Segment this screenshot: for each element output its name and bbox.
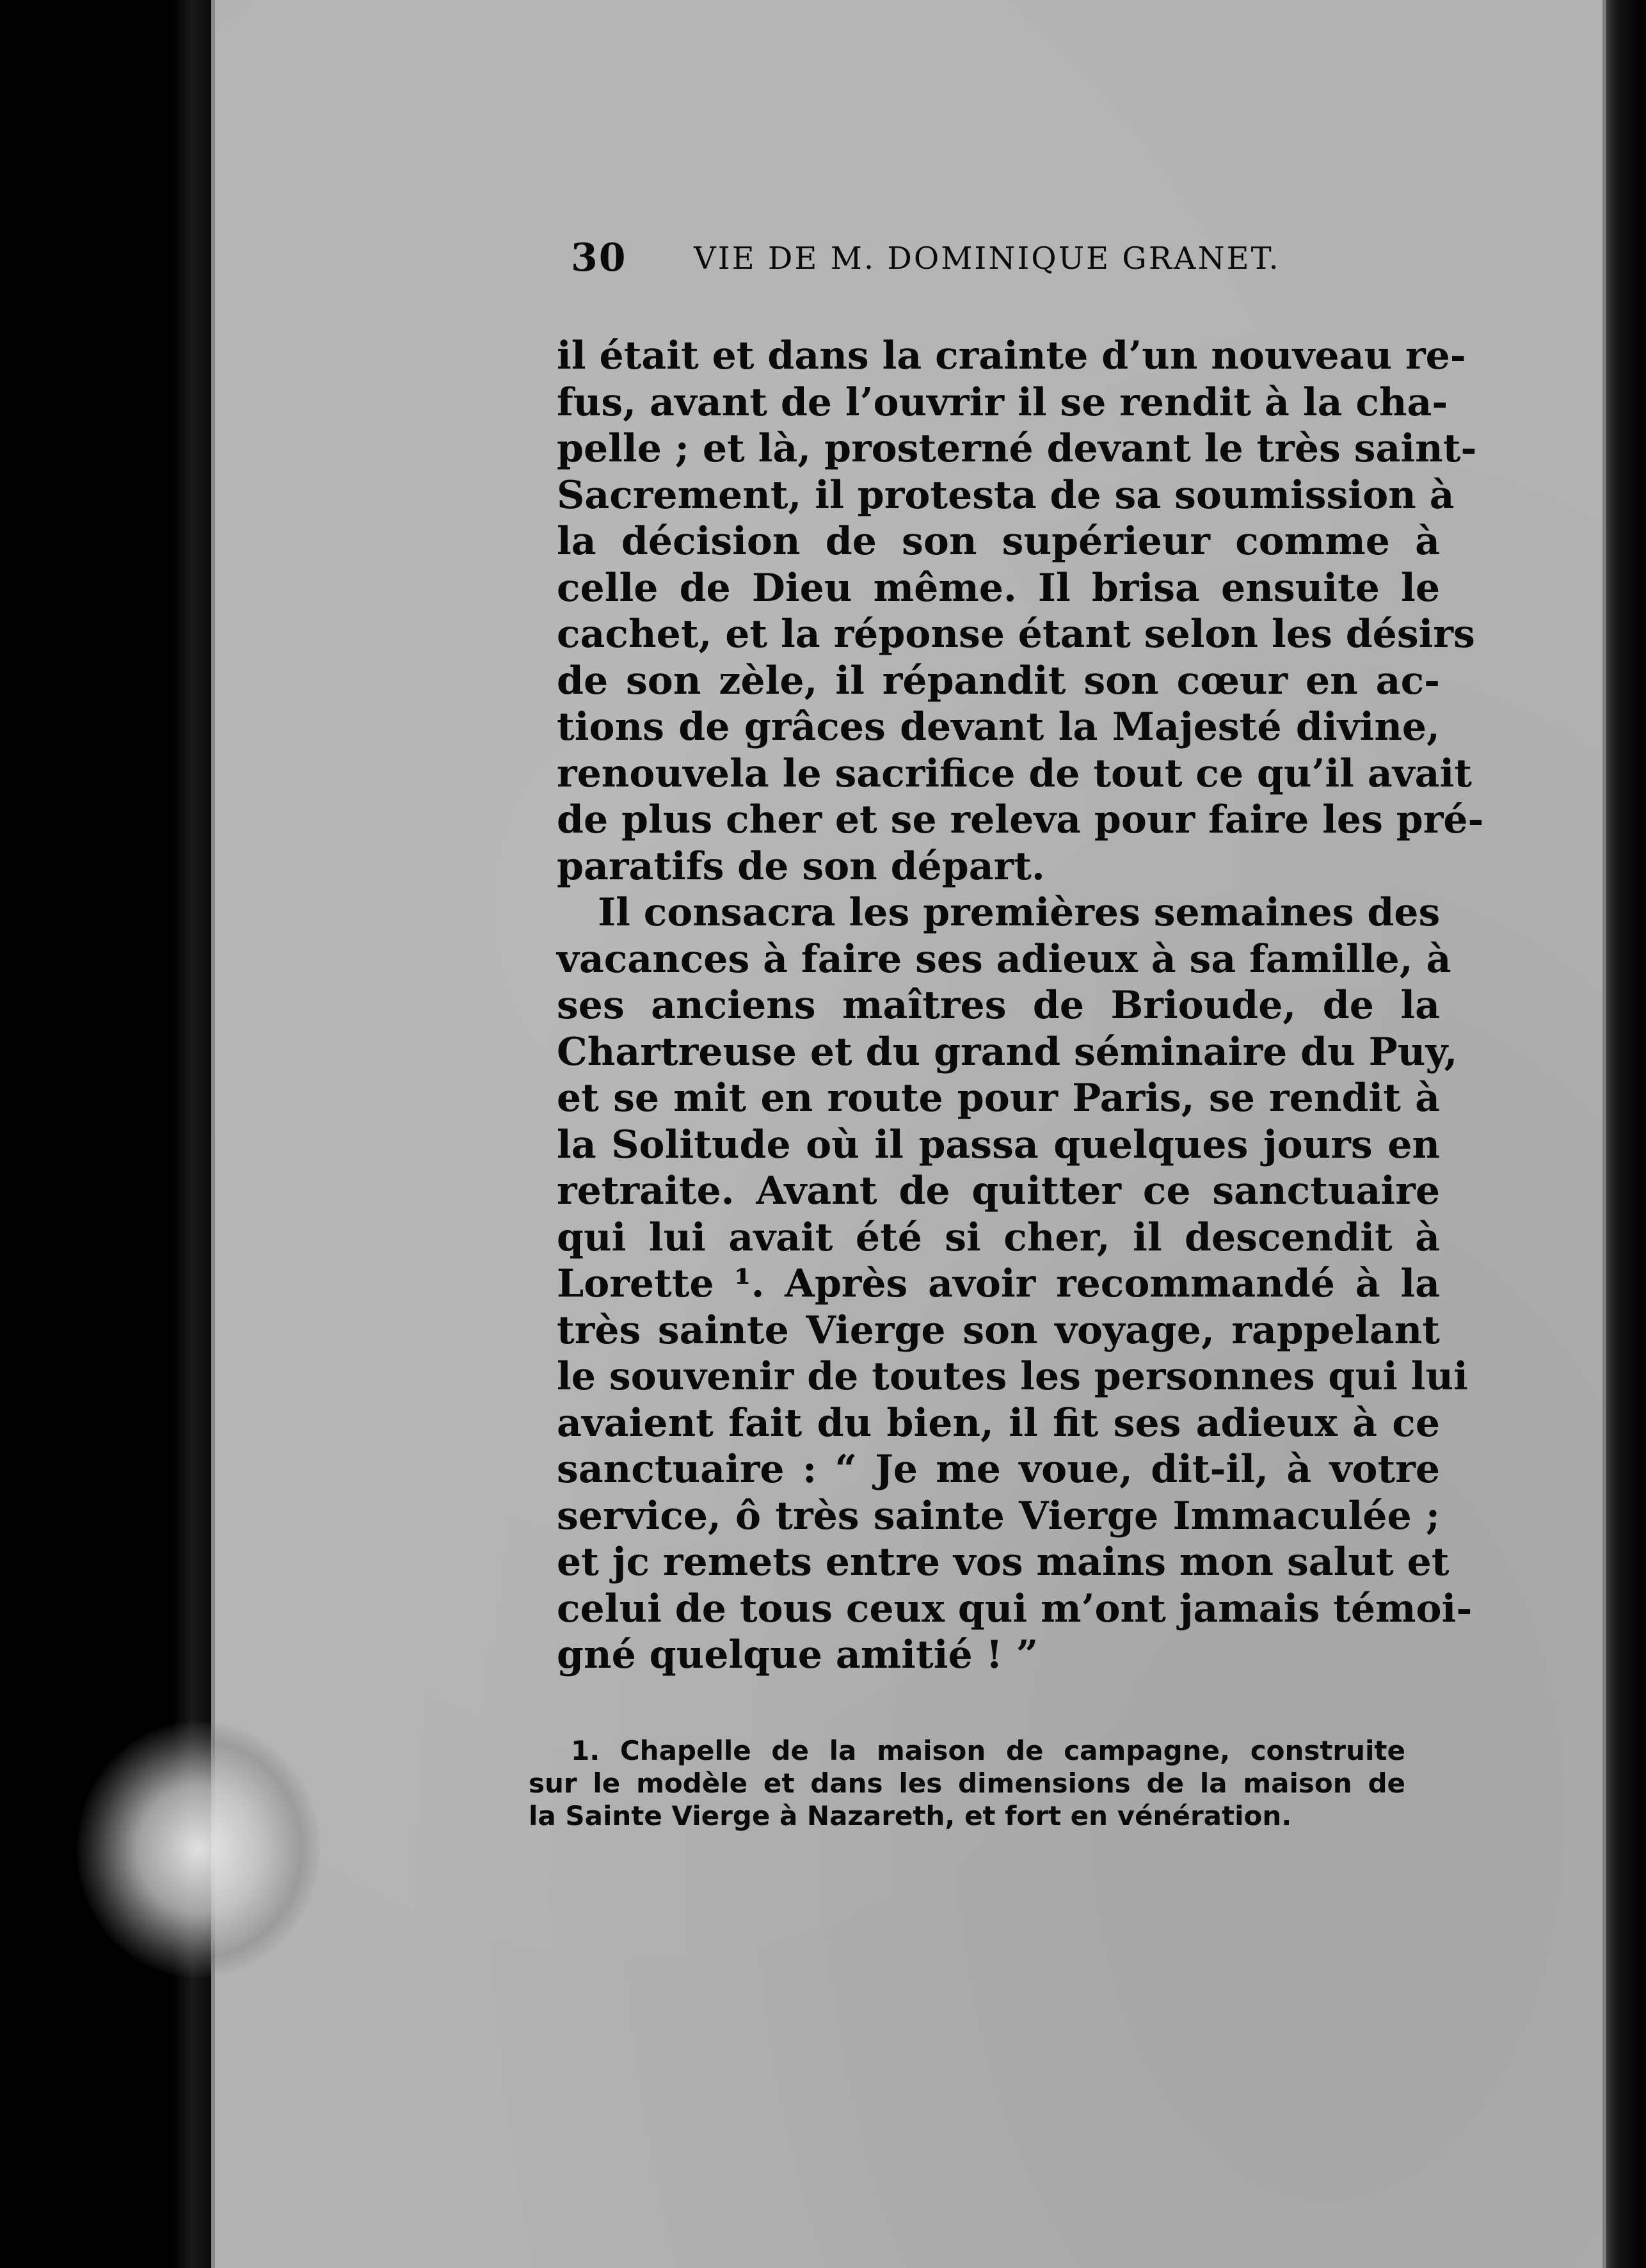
- text-line: celui de tous ceux qui m’ont jamais témoi-: [557, 1586, 1473, 1631]
- text-line: Lorette ¹. Après avoir recommandé à la: [557, 1261, 1440, 1306]
- text-line: qui lui avait été si cher, il descendit à: [557, 1215, 1440, 1260]
- text-line: tions de grâces devant la Majesté divine,: [557, 705, 1440, 749]
- text-line: Sacrement, il protesta de sa soumission à: [557, 472, 1455, 518]
- text-line: ses anciens maîtres de Brioude, de la: [557, 983, 1440, 1028]
- text-line: la décision de son supérieur comme à: [557, 519, 1440, 564]
- footnote: [529, 1734, 1405, 1832]
- text-line: et se mit en route pour Paris, se rendit à: [557, 1076, 1440, 1121]
- text-line: le souvenir de toutes les personnes qui lui: [557, 1354, 1468, 1399]
- text-line: pelle ; et là, prosterné devant le très saint-: [557, 426, 1477, 471]
- text-line: Chartreuse et du grand séminaire du Puy,: [557, 1029, 1458, 1074]
- paragraph-end-line: gné quelque amitié ! ”: [557, 1633, 1039, 1677]
- text-line: renouvela le sacrifice de tout ce qu’il avait: [557, 751, 1472, 796]
- footnote-line: 1. Chapelle de la maison de campagne, construite: [571, 1735, 1405, 1766]
- footnote-line: la Sainte Vierge à Nazareth, et fort en vénération.: [529, 1800, 1292, 1832]
- text-line: retraite. Avant de quitter ce sanctuaire: [557, 1169, 1440, 1213]
- text-line: sanctuaire : “ Je me voue, dit-il, à votre: [557, 1447, 1440, 1492]
- paragraph-end-line: paratifs de son départ.: [557, 843, 1045, 889]
- text-line: vacances à faire ses adieux à sa famille, à: [557, 936, 1451, 982]
- text-line: celle de Dieu même. Il brisa ensuite le: [557, 565, 1440, 611]
- page-header: [571, 236, 1396, 293]
- running-title: VIE DE M. DOMINIQUE GRANET.: [694, 241, 1281, 276]
- text-line: il était et dans la crainte d’un nouveau re-: [557, 333, 1466, 378]
- page-number: 30: [571, 236, 627, 280]
- text-line: de son zèle, il répandit son cœur en ac-: [557, 658, 1440, 703]
- right-page-edge: [1606, 0, 1646, 2268]
- paper-stain: [77, 1721, 320, 1977]
- text-line: de plus cher et se releva pour faire les pré-: [557, 797, 1484, 842]
- text-line: fus, avant de l’ouvrir il se rendit à la cha-: [557, 379, 1448, 425]
- text-line: la Solitude où il passa quelques jours en: [557, 1122, 1440, 1167]
- body-text: [557, 333, 1484, 1679]
- text-line: et jc remets entre vos mains mon salut et: [557, 1540, 1450, 1585]
- paragraph-start-line: Il consacra les premières semaines des: [598, 890, 1441, 935]
- footnote-line: sur le modèle et dans les dimensions de la maison de: [529, 1768, 1405, 1799]
- text-line: très sainte Vierge son voyage, rappelant: [557, 1307, 1440, 1353]
- text-line: avaient fait du bien, il fit ses adieux à ce: [557, 1400, 1440, 1446]
- text-line: cachet, et la réponse étant selon les désirs: [557, 612, 1475, 657]
- text-line: service, ô très sainte Vierge Immaculée ;: [557, 1493, 1440, 1538]
